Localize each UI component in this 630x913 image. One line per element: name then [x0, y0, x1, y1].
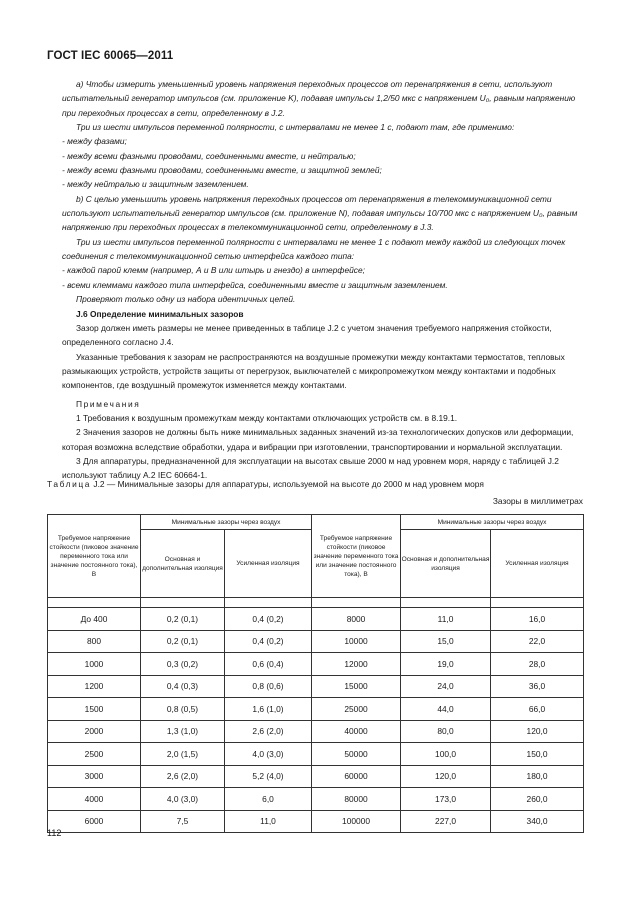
note: 3 Для аппаратуры, предназначенной для эксплуатации на высотах свыше 2000 м над уровнем моря, наряду с таблицей J.2 используют таблицу A.2 IEC 60664-1. — [62, 455, 559, 481]
table-cell: 10000 — [312, 630, 401, 653]
table-cell: 1200 — [48, 675, 141, 698]
table-units: Зазоры в миллиметрах — [492, 496, 583, 506]
table-cell: 0,4 (0,2) — [225, 608, 312, 631]
table-cell: 1500 — [48, 698, 141, 721]
table-row — [48, 608, 584, 631]
paragraph: Указанные требования к зазорам не распространяются на воздушные промежутки между контактами термостатов, тепловых размыкающих устройств, устройств защиты от перегрузок, выключателей с микропромежутком между контактами и подобных компонентов, где воздушный промежуток изменяется между контактами. — [62, 351, 565, 391]
table-row — [48, 675, 584, 698]
table-cell: 100,0 — [401, 743, 491, 766]
table-cell: 7,5 — [141, 810, 225, 833]
table-cell: 0,4 (0,2) — [225, 630, 312, 653]
table-cell: 22,0 — [491, 630, 584, 653]
table-cell: 120,0 — [401, 765, 491, 788]
table-cell: 11,0 — [401, 608, 491, 631]
table-cell: 36,0 — [491, 675, 584, 698]
table-cell: 800 — [48, 630, 141, 653]
table-cell: 60000 — [312, 765, 401, 788]
table-row — [48, 653, 584, 676]
paragraph: а) Чтобы измерить уменьшенный уровень напряжения переходных процессов от перенапряжения в сети, используют испытательный генератор импульсов (см. приложение K), подавая импульсы 1,2/50 мкс с напряжением U₀, равным напряжению при переходных процессах в сети, определенному в J.2. — [62, 79, 576, 118]
table-cell: 2,0 (1,5) — [141, 743, 225, 766]
table-cell: 4,0 (3,0) — [141, 788, 225, 811]
table-caption-label: Таблица — [47, 479, 92, 489]
table-cell: 150,0 — [491, 743, 584, 766]
table-row — [48, 720, 584, 743]
table-row — [48, 630, 584, 653]
table-cell: 25000 — [312, 698, 401, 721]
table-cell: 0,3 (0,2) — [141, 653, 225, 676]
list-item: - между нейтралью и защитным заземлением. — [62, 179, 249, 190]
table-row — [48, 810, 584, 833]
section-heading: J.6 Определение минимальных зазоров — [76, 308, 244, 319]
table-cell: 15000 — [312, 675, 401, 698]
table-cell: 0,2 (0,1) — [141, 630, 225, 653]
table-row — [48, 788, 584, 811]
list-item: - всеми клеммами каждого типа интерфейса, соединенными вместе и защитным заземлением. — [62, 279, 448, 290]
table-cell: 173,0 — [401, 788, 491, 811]
table-cell: 6000 — [48, 810, 141, 833]
list-item: - между фазами; — [62, 136, 127, 147]
table-cell: 180,0 — [491, 765, 584, 788]
table-caption — [47, 479, 583, 489]
header-reinforced-right: Усиленная изоляция — [491, 530, 584, 598]
table-cell: 2,6 (2,0) — [141, 765, 225, 788]
table-cell: 4,0 (3,0) — [225, 743, 312, 766]
header-voltage-left: Требуемое напряжение стойкости (пиковое значение переменного тока или значение постоянного тока), В — [48, 515, 141, 598]
table-cell: 0,8 (0,5) — [141, 698, 225, 721]
table-cell: 80,0 — [401, 720, 491, 743]
header-voltage-right: Требуемое напряжение стойкости (пиковое значение переменного тока или значение постоянного тока), В — [312, 515, 401, 598]
table-cell: 2,6 (2,0) — [225, 720, 312, 743]
table-cell: 2500 — [48, 743, 141, 766]
paragraph: Проверяют только одну из набора идентичных цепей. — [76, 294, 296, 305]
list-item: - между всеми фазными проводами, соединенными вместе, и нейтралью; — [62, 150, 356, 161]
paragraph: Зазор должен иметь размеры не менее приведенных в таблице J.2 с учетом значения требуемого напряжения стойкости, определенного согласно J.4. — [62, 322, 552, 348]
document-header: ГОСТ IEC 60065—2011 — [47, 50, 174, 62]
header-basic-left: Основная и дополнительная изоляция — [141, 530, 225, 598]
header-min-clearances-left: Минимальные зазоры через воздух — [141, 515, 312, 530]
header-min-clearances-right: Минимальные зазоры через воздух — [401, 515, 584, 530]
table-cell: 6,0 — [225, 788, 312, 811]
paragraph: Три из шести импульсов переменной полярности с интервалами не менее 1 с подают между каждой из следующих точек соединения с телекоммуникационной сетью интерфейса каждого типа: — [62, 236, 566, 262]
table-cell: 16,0 — [491, 608, 584, 631]
note: 1 Требования к воздушным промежуткам между контактами отключающих устройств см. в 8.19.1. — [76, 412, 458, 423]
table-cell: 0,2 (0,1) — [141, 608, 225, 631]
table-cell: 19,0 — [401, 653, 491, 676]
table-cell: 50000 — [312, 743, 401, 766]
table-cell: 24,0 — [401, 675, 491, 698]
table-row — [48, 743, 584, 766]
table-cell: 1000 — [48, 653, 141, 676]
table-cell: 260,0 — [491, 788, 584, 811]
table-row — [48, 765, 584, 788]
table-cell: 44,0 — [401, 698, 491, 721]
table-row — [48, 698, 584, 721]
table-cell: 4000 — [48, 788, 141, 811]
table-cell: 1,6 (1,0) — [225, 698, 312, 721]
table-cell: 0,8 (0,6) — [225, 675, 312, 698]
table-cell: 120,0 — [491, 720, 584, 743]
table-cell: 0,4 (0,3) — [141, 675, 225, 698]
clearance-table — [47, 514, 584, 833]
table-cell: 0,6 (0,4) — [225, 653, 312, 676]
header-reinforced-left: Усиленная изоляция — [225, 530, 312, 598]
list-item: - каждой парой клемм (например, А и В или штырь и гнездо) в интерфейсе; — [62, 265, 365, 276]
table-cell: 12000 — [312, 653, 401, 676]
table-cell: 15,0 — [401, 630, 491, 653]
table-caption-text: J.2 — Минимальные зазоры для аппаратуры, используемой на высоте до 2000 м над уровнем моря — [93, 479, 484, 489]
page-number: 112 — [47, 828, 62, 838]
paragraph: Три из шести импульсов переменной полярности, с интервалами не менее 1 с, подают там, где применимо: — [76, 122, 515, 133]
table-cell: 5,2 (4,0) — [225, 765, 312, 788]
table-cell: 340,0 — [491, 810, 584, 833]
table-cell: 227,0 — [401, 810, 491, 833]
table-cell: 11,0 — [225, 810, 312, 833]
table-cell: 100000 — [312, 810, 401, 833]
note: 2 Значения зазоров не должны быть ниже минимальных заданных значений из-за технологических допусков или деформации, которая возможна вследствие обработки, удара и вибрации при изготовлении, транспортировании и нормальной эксплуатации. — [62, 427, 574, 452]
table-cell: 66,0 — [491, 698, 584, 721]
table-cell: 40000 — [312, 720, 401, 743]
body-text — [62, 77, 582, 483]
list-item: - между всеми фазными проводами, соединенными вместе, и защитной землей; — [62, 165, 382, 176]
notes-title: Примечания — [76, 398, 141, 409]
table-cell: 2000 — [48, 720, 141, 743]
header-basic-right: Основная и дополнительная изоляция — [401, 530, 491, 598]
table-cell: 3000 — [48, 765, 141, 788]
table-cell: 28,0 — [491, 653, 584, 676]
table-cell: До 400 — [48, 608, 141, 631]
table-cell: 1,3 (1,0) — [141, 720, 225, 743]
table-cell: 8000 — [312, 608, 401, 631]
paragraph: b) С целью уменьшить уровень напряжения переходных процессов от перенапряжения в телекоммуникационной сети используют испытательный генератор импульсов (см. приложение N), подавая импульсы 10/700 мкс с напряжением U₀, равным напряжению при переходных процессах в телекоммуникационной сети, определенному в J.3. — [62, 193, 578, 233]
table-cell: 80000 — [312, 788, 401, 811]
